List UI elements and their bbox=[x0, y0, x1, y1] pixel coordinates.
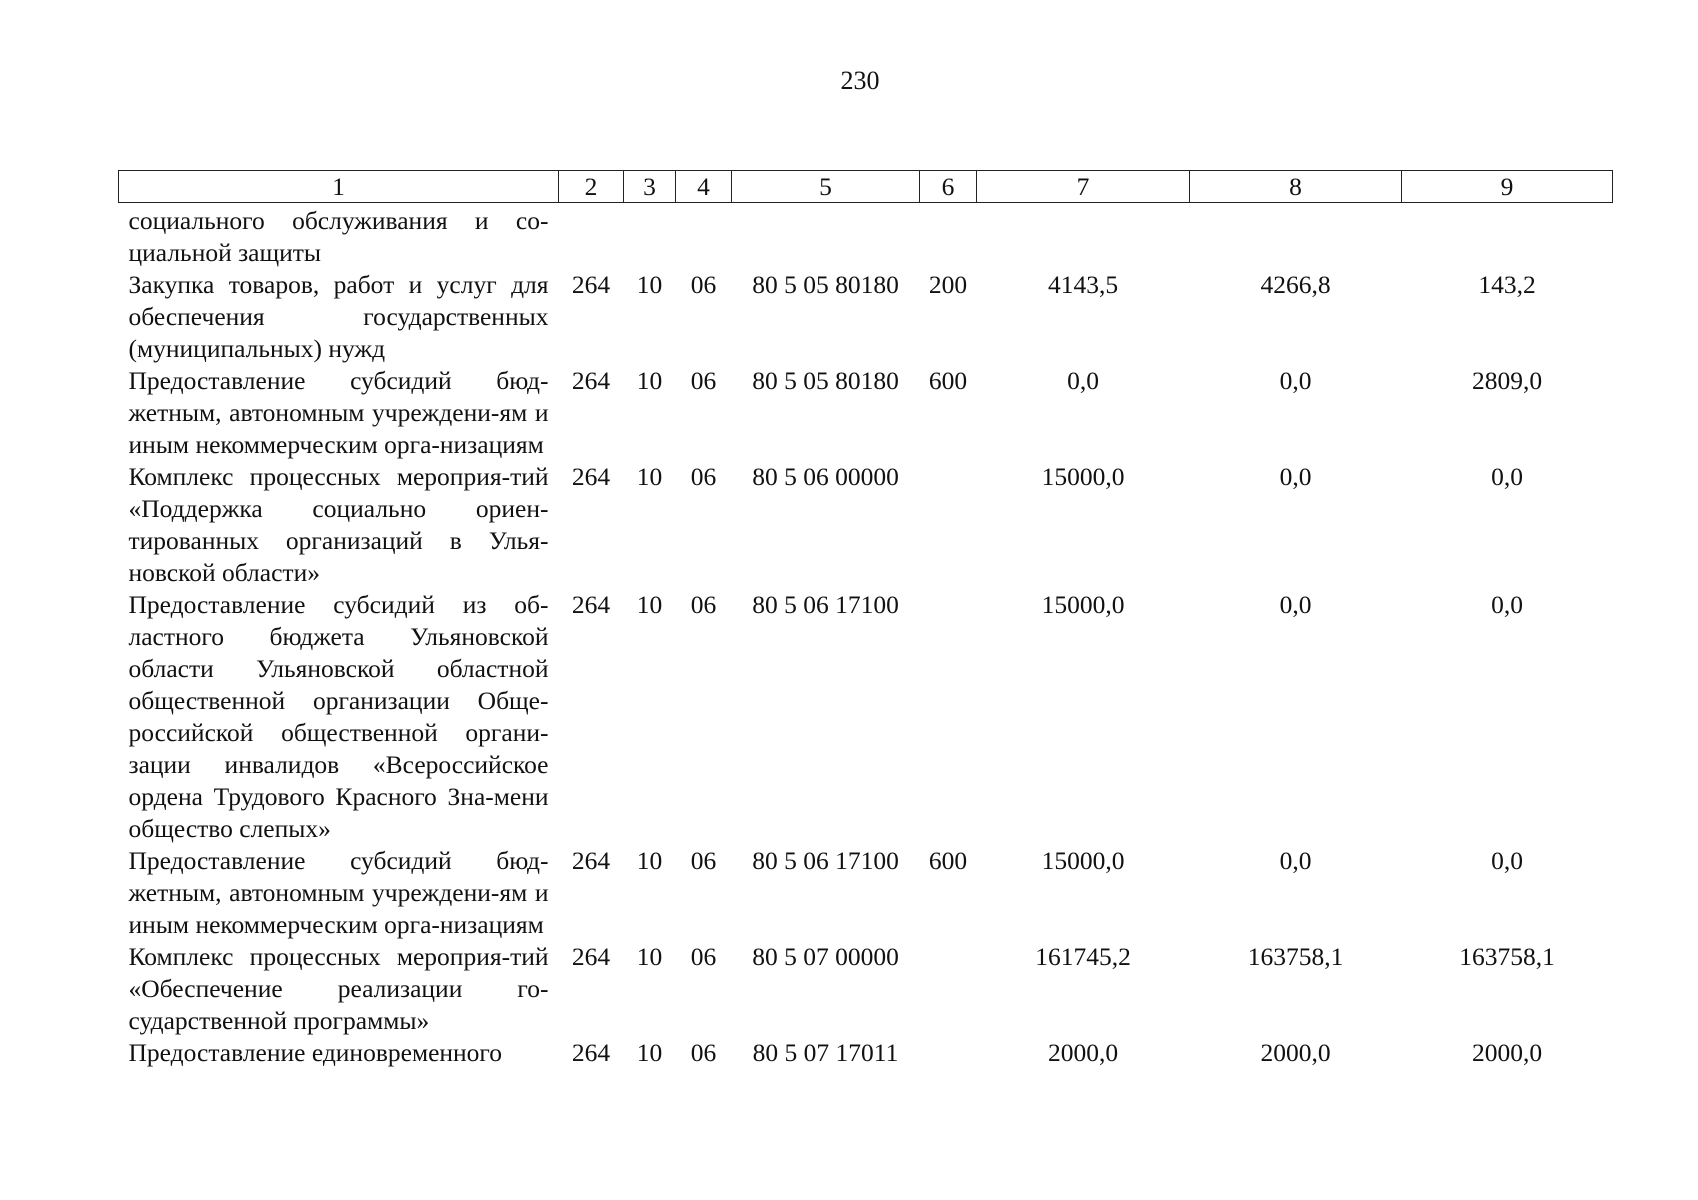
cell-col5: 80 5 05 80180 bbox=[752, 366, 899, 395]
cell-col9: 163758,1 bbox=[1459, 942, 1555, 971]
column-header-6: 6 bbox=[920, 171, 977, 203]
cell-col3: 10 bbox=[636, 270, 663, 299]
cell-col6: 600 bbox=[928, 366, 968, 395]
cell-col4: 06 bbox=[690, 270, 717, 299]
cell-col6 bbox=[920, 203, 977, 270]
table-row bbox=[119, 845, 1613, 941]
cell-col8: 0,0 bbox=[1279, 462, 1312, 491]
cell-col2: 264 bbox=[571, 590, 611, 619]
column-header-9: 9 bbox=[1402, 171, 1613, 203]
cell-col8: 0,0 bbox=[1279, 590, 1312, 619]
row-name: Предоставление субсидий бюд-жетным, автономным учреждени-ям и иным некоммерческим орга-низациям bbox=[128, 846, 549, 939]
cell-col7: 15000,0 bbox=[1041, 462, 1125, 491]
row-name: Предоставление субсидий из об-ластного бюджета Ульяновской области Ульяновской областной общественной организации Обще-российской общественной органи-зации инвалидов «Всероссийское ордена Трудового Красного Зна-мени общество слепых» bbox=[128, 590, 549, 843]
row-name: социального обслуживания и со-циальной защиты bbox=[128, 206, 549, 267]
row-name: Закупка товаров, работ и услуг для обеспечения государственных (муниципальных) нужд bbox=[128, 270, 549, 363]
cell-col3: 10 bbox=[636, 462, 663, 491]
cell-col6 bbox=[920, 461, 977, 589]
table-row bbox=[119, 1037, 1613, 1069]
cell-col4: 06 bbox=[690, 942, 717, 971]
cell-col4: 06 bbox=[690, 1038, 717, 1067]
cell-col5 bbox=[732, 203, 920, 270]
table-header-row bbox=[119, 171, 1613, 203]
cell-col7: 2000,0 bbox=[1047, 1038, 1119, 1067]
row-name: Комплекс процессных мероприя-тий «Поддержка социально ориен-тированных организаций в Улья-новской области» bbox=[128, 462, 549, 587]
column-header-4: 4 bbox=[676, 171, 732, 203]
column-header-5: 5 bbox=[732, 171, 920, 203]
table-row bbox=[119, 365, 1613, 461]
cell-col2: 264 bbox=[571, 270, 611, 299]
table-row bbox=[119, 203, 1613, 270]
cell-col5: 80 5 07 00000 bbox=[752, 942, 899, 971]
cell-col3: 10 bbox=[636, 1038, 663, 1067]
cell-col9: 2000,0 bbox=[1471, 1038, 1543, 1067]
cell-col6: 200 bbox=[928, 270, 968, 299]
cell-col4: 06 bbox=[690, 590, 717, 619]
table-row bbox=[119, 269, 1613, 365]
cell-col9: 0,0 bbox=[1491, 846, 1523, 875]
column-header-8: 8 bbox=[1190, 171, 1402, 203]
cell-col4: 06 bbox=[690, 462, 717, 491]
table-row bbox=[119, 941, 1613, 1037]
row-name: Предоставление единовременного bbox=[128, 1038, 503, 1067]
page-number: 230 bbox=[840, 66, 880, 95]
cell-col2: 264 bbox=[571, 1038, 611, 1067]
row-name: Комплекс процессных мероприя-тий «Обеспечение реализации го-сударственной программы» bbox=[128, 942, 549, 1035]
cell-col7: 4143,5 bbox=[1047, 270, 1119, 299]
cell-col3: 10 bbox=[636, 590, 663, 619]
row-name: Предоставление субсидий бюд-жетным, автономным учреждени-ям и иным некоммерческим орга-низациям bbox=[128, 366, 549, 459]
cell-col9: 2809,0 bbox=[1471, 366, 1543, 395]
cell-col6 bbox=[920, 589, 977, 845]
cell-col8: 2000,0 bbox=[1260, 1038, 1331, 1067]
cell-col8: 0,0 bbox=[1279, 846, 1312, 875]
table-row bbox=[119, 461, 1613, 589]
cell-col2: 264 bbox=[571, 942, 611, 971]
cell-col4 bbox=[676, 203, 732, 270]
cell-col5: 80 5 06 00000 bbox=[752, 462, 899, 491]
cell-col3: 10 bbox=[636, 942, 663, 971]
budget-table bbox=[118, 170, 1613, 1069]
cell-col4: 06 bbox=[690, 366, 717, 395]
cell-col5: 80 5 05 80180 bbox=[752, 270, 899, 299]
cell-col6: 600 bbox=[928, 846, 968, 875]
cell-col3 bbox=[624, 203, 676, 270]
cell-col2: 264 bbox=[571, 462, 611, 491]
cell-col9 bbox=[1402, 203, 1613, 270]
cell-col9: 0,0 bbox=[1491, 462, 1523, 491]
cell-col5: 80 5 07 17011 bbox=[752, 1038, 899, 1067]
cell-col7: 161745,2 bbox=[1035, 942, 1131, 971]
table-row bbox=[119, 589, 1613, 845]
cell-col6 bbox=[920, 1037, 977, 1069]
column-header-2: 2 bbox=[559, 171, 624, 203]
cell-col7 bbox=[977, 203, 1190, 270]
cell-col2: 264 bbox=[571, 846, 611, 875]
cell-col5: 80 5 06 17100 bbox=[752, 846, 899, 875]
cell-col3: 10 bbox=[636, 366, 663, 395]
budget-table-container bbox=[118, 170, 1612, 1069]
cell-col7: 0,0 bbox=[1067, 366, 1099, 395]
cell-col5: 80 5 06 17100 bbox=[752, 590, 899, 619]
cell-col7: 15000,0 bbox=[1041, 846, 1125, 875]
cell-col4: 06 bbox=[690, 846, 717, 875]
column-header-7: 7 bbox=[977, 171, 1190, 203]
cell-col9: 0,0 bbox=[1491, 590, 1523, 619]
cell-col6 bbox=[920, 941, 977, 1037]
column-header-3: 3 bbox=[624, 171, 676, 203]
cell-col2: 264 bbox=[571, 366, 611, 395]
cell-col2 bbox=[559, 203, 624, 270]
cell-col8: 4266,8 bbox=[1260, 270, 1331, 299]
cell-col7: 15000,0 bbox=[1041, 590, 1125, 619]
column-header-1: 1 bbox=[119, 171, 559, 203]
cell-col8 bbox=[1190, 203, 1402, 270]
cell-col8: 0,0 bbox=[1279, 366, 1312, 395]
cell-col9: 143,2 bbox=[1478, 270, 1536, 299]
cell-col3: 10 bbox=[636, 846, 663, 875]
cell-col8: 163758,1 bbox=[1247, 942, 1344, 971]
